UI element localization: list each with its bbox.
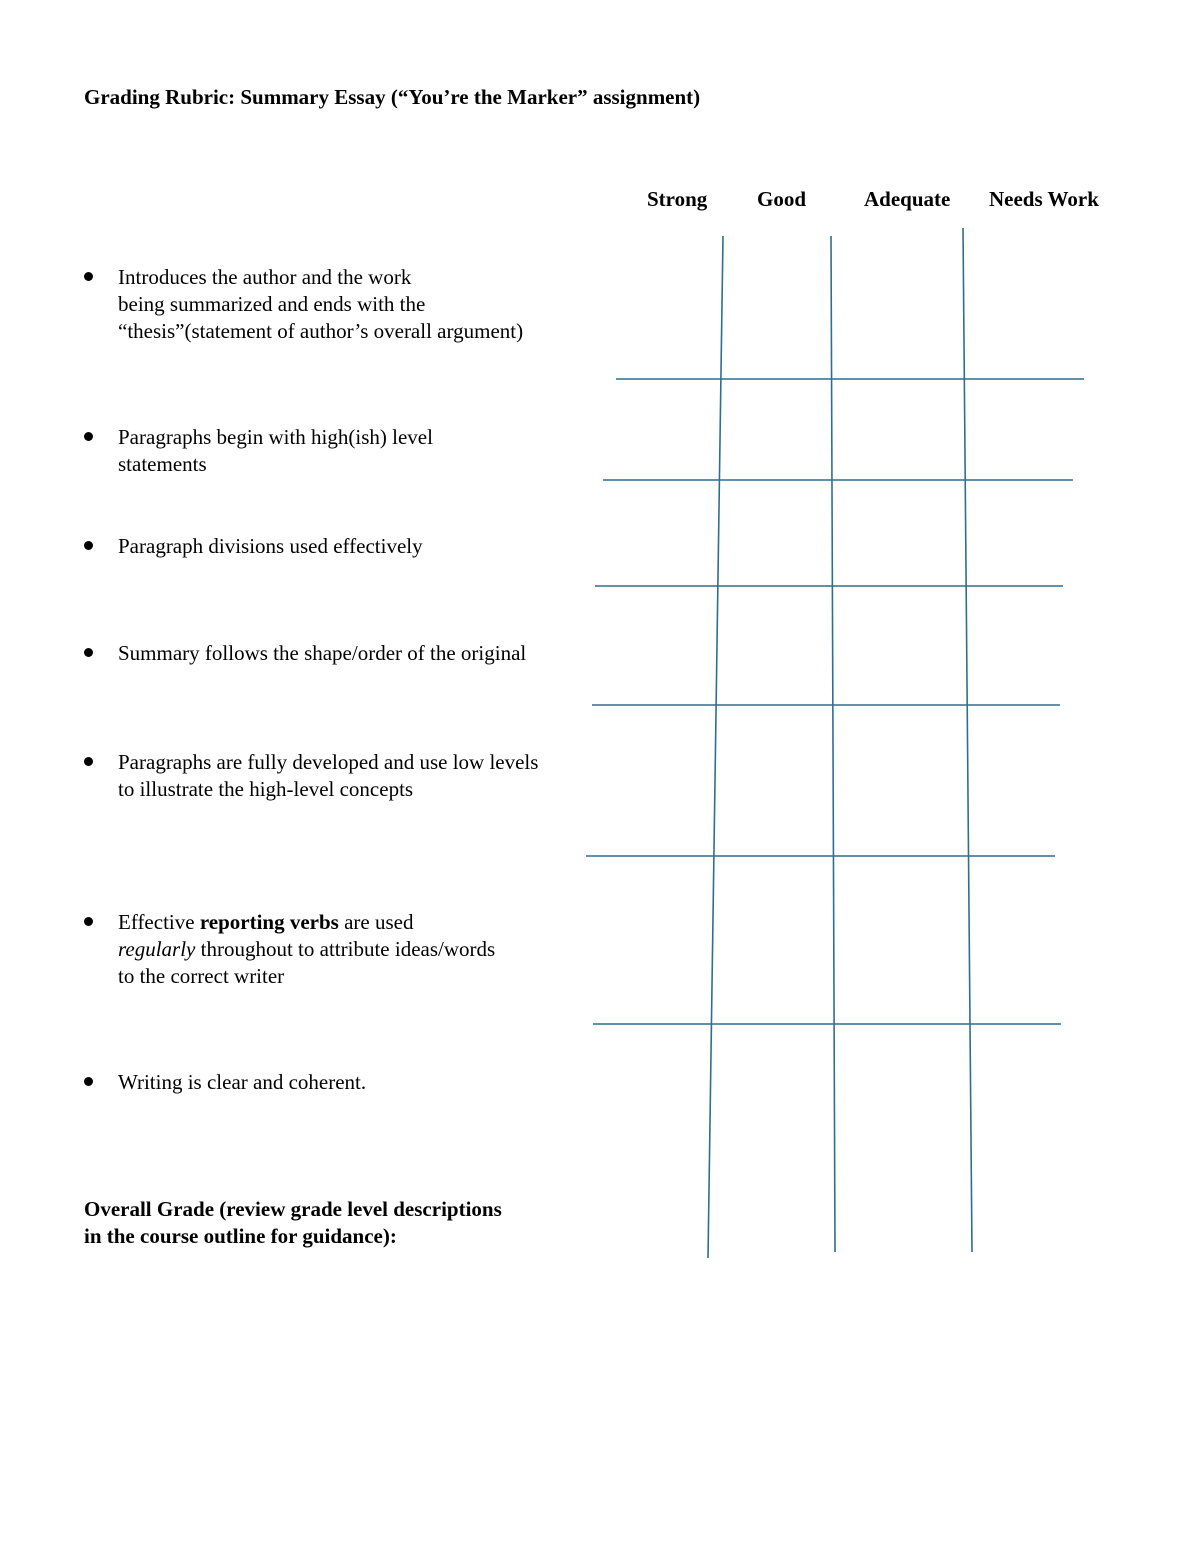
criterion-text: throughout to attribute ideas/words [195,937,496,961]
criterion-line: Writing is clear and coherent. [118,1070,367,1094]
criterion-5 [118,749,538,803]
bullet-icon [84,757,93,766]
overall-line: in the course outline for guidance): [84,1224,397,1248]
criterion-text: are used [338,910,414,934]
grid-vline [963,228,972,1252]
criterion-line [118,909,495,936]
criterion-line: Summary follows the shape/order of the original [118,641,527,665]
criterion-emphasis: regularly [118,937,196,961]
criterion-6 [118,909,495,990]
grid-vline [708,236,723,1258]
criterion-line: statements [118,452,207,476]
criterion-line: Paragraphs begin with high(ish) level [118,425,433,449]
rubric-title: Grading Rubric: Summary Essay (“You’re the Marker” assignment) [84,85,701,109]
criterion-1 [118,264,523,345]
criterion-line: “thesis”(statement of author’s overall argument) [118,319,524,343]
overall-line: Overall Grade (review grade level descriptions [84,1197,502,1221]
bullet-icon [84,272,93,281]
criterion-2 [118,424,433,478]
criterion-text: Effective [118,910,200,934]
bullet-icon [84,1077,93,1086]
criterion-7 [118,1069,366,1096]
column-header-needs-work: Needs Work [989,187,1099,211]
criterion-line: Paragraphs are fully developed and use low levels [118,750,539,774]
grid-vline [831,236,835,1252]
criterion-line: Paragraph divisions used effectively [118,534,423,558]
criterion-line [118,936,495,963]
bullet-icon [84,648,93,657]
criterion-line: Introduces the author and the work [118,265,412,289]
criterion-emphasis: reporting verbs [199,910,339,934]
column-header-adequate: Adequate [864,187,951,211]
bullet-icon [84,917,93,926]
column-header-good: Good [757,187,807,211]
column-header-strong: Strong [647,187,708,211]
bullet-icon [84,432,93,441]
criterion-3 [118,533,423,560]
criterion-line: to illustrate the high-level concepts [118,777,414,801]
overall-grade-label [84,1196,502,1250]
criterion-line: being summarized and ends with the [118,292,426,316]
criterion-4 [118,640,526,667]
bullet-icon [84,541,93,550]
criterion-line: to the correct writer [118,964,285,988]
